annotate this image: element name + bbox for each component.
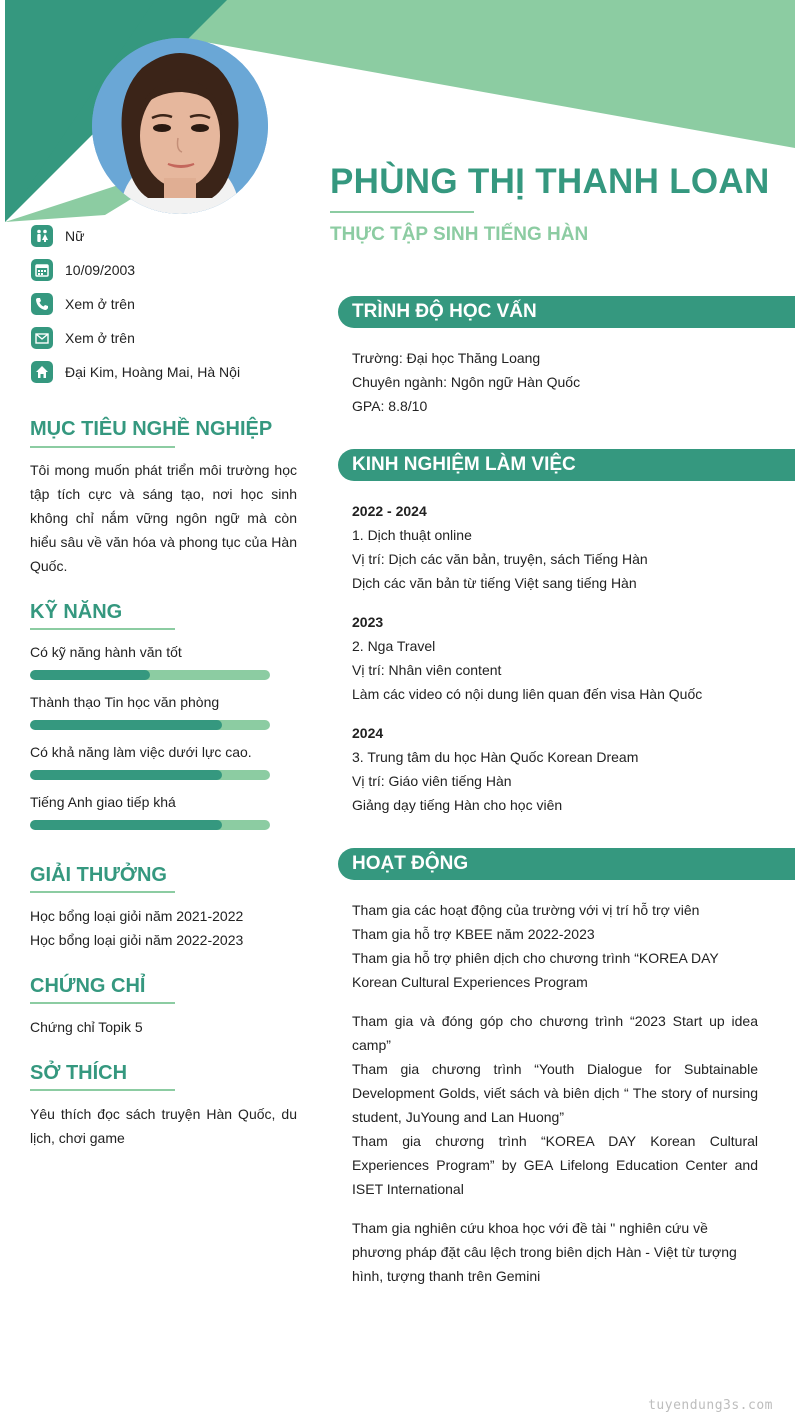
education-major: Chuyên ngành: Ngôn ngữ Hàn Quốc [352, 374, 581, 390]
skill-label: Thành thạo Tin học văn phòng [30, 694, 220, 710]
contact-dob [31, 258, 311, 282]
activity-item: Tham gia nghiên cứu khoa học với đề tài " nghiên cứu về phương pháp đặt câu lệch trong biên dịch Hàn - Việt từ tượng hình, tượng thanh trên Gemini [352, 1220, 737, 1284]
skill-bar [30, 670, 270, 680]
calendar-icon [31, 259, 53, 281]
skill-bar-fill [30, 720, 222, 730]
skills-heading: KỸ NĂNG [30, 601, 123, 623]
watermark: tuyendung3s.com [648, 1398, 773, 1413]
education-heading: TRÌNH ĐỘ HỌC VẤN [338, 296, 795, 328]
skill-label: Có kỹ năng hành văn tốt [30, 644, 182, 660]
phone-value: Xem ở trên [65, 296, 135, 312]
experience-position: Vị trí: Dịch các văn bản, truyện, sách Tiếng Hàn [352, 551, 648, 567]
experience-position: Vị trí: Nhân viên content [352, 662, 502, 678]
experience-list [352, 499, 758, 817]
phone-icon [31, 293, 53, 315]
objective-heading: MỤC TIÊU NGHỀ NGHIỆP [30, 418, 273, 440]
skill-bar-fill [30, 820, 222, 830]
awards-heading: GIẢI THƯỞNG [30, 864, 167, 886]
experience-heading: KINH NGHIỆM LÀM VIỆC [338, 449, 795, 481]
skills-underline [30, 628, 175, 630]
objective-underline [30, 446, 175, 448]
candidate-name: PHÙNG THỊ THANH LOAN [330, 162, 770, 201]
experience-company: 3. Trung tâm du học Hàn Quốc Korean Dream [352, 749, 639, 765]
awards-underline [30, 891, 175, 893]
contact-email [31, 326, 311, 350]
hobbies-underline [30, 1089, 175, 1091]
activity-item: Tham gia chương trình “Youth Dialogue for Subtainable Development Golds, viết sách và biên dịch “ The story of nursing student, JuYoung and Lan Huong” [352, 1061, 758, 1125]
education-school: Trường: Đại học Thăng Loang [352, 350, 541, 366]
experience-desc: Dịch các văn bản từ tiếng Việt sang tiếng Hàn [352, 575, 637, 591]
name-underline [330, 211, 474, 213]
gender-value: Nữ [65, 228, 85, 244]
award-item: Học bổng loại giỏi năm 2022-2023 [30, 932, 244, 948]
candidate-role: THỰC TẬP SINH TIẾNG HÀN [330, 224, 589, 245]
skill-bar [30, 820, 270, 830]
certificate-item: Chứng chỉ Topik 5 [30, 1019, 143, 1035]
gender-icon [31, 225, 53, 247]
contact-gender [31, 224, 311, 248]
experience-desc: Làm các video có nội dung liên quan đến visa Hàn Quốc [352, 686, 703, 702]
activity-item: Tham gia và đóng góp cho chương trình “2023 Start up idea camp” [352, 1013, 758, 1053]
hobbies-text: Yêu thích đọc sách truyện Hàn Quốc, du lịch, chơi game [30, 1106, 297, 1146]
activities-block-3 [352, 1216, 758, 1288]
dob-value: 10/09/2003 [65, 262, 136, 278]
experience-company: 2. Nga Travel [352, 638, 436, 654]
contact-address [31, 360, 311, 384]
experience-desc: Giảng dạy tiếng Hàn cho học viên [352, 797, 563, 813]
objective-text: Tôi mong muốn phát triển môi trường học tập tích cực và sáng tạo, nơi học sinh không chỉ nắm vững ngôn ngữ mà còn hiểu sâu về văn hóa và phong tục của Hàn Quốc. [30, 462, 297, 574]
activity-item: Tham gia hỗ trợ phiên dịch cho chương trình “KOREA DAY Korean Cultural Experiences Program [352, 950, 719, 990]
avatar [92, 38, 268, 214]
activity-item: Tham gia hỗ trợ KBEE năm 2022-2023 [352, 926, 595, 942]
experience-year: 2023 [352, 614, 384, 630]
skill-bar-fill [30, 670, 150, 680]
award-item: Học bổng loại giỏi năm 2021-2022 [30, 908, 244, 924]
skill-bar-fill [30, 770, 222, 780]
experience-position: Vị trí: Giáo viên tiếng Hàn [352, 773, 512, 789]
activity-item: Tham gia chương trình “KOREA DAY Korean Cultural Experiences Program” by GEA Lifelong Education Center and ISET International [352, 1133, 758, 1197]
email-value: Xem ở trên [65, 330, 135, 346]
awards-list [30, 904, 297, 952]
activities-block-2 [352, 1009, 758, 1201]
skill-bar [30, 720, 270, 730]
certificates-underline [30, 1002, 175, 1004]
skill-label: Có khả năng làm việc dưới lực cao. [30, 744, 252, 760]
activities-block-1 [352, 898, 758, 994]
hobbies-heading: SỞ THÍCH [30, 1062, 128, 1084]
education-details [352, 346, 758, 418]
activity-item: Tham gia các hoạt động của trường với vị trí hỗ trợ viên [352, 902, 700, 918]
contact-phone [31, 292, 311, 316]
certificates-heading: CHỨNG CHỈ [30, 975, 146, 997]
address-value: Đại Kim, Hoàng Mai, Hà Nội [65, 364, 241, 380]
skill-label: Tiếng Anh giao tiếp khá [30, 794, 176, 810]
email-icon [31, 327, 53, 349]
experience-year: 2022 - 2024 [352, 503, 427, 519]
skill-bar [30, 770, 270, 780]
experience-year: 2024 [352, 725, 384, 741]
portrait-photo [92, 38, 268, 214]
education-gpa: GPA: 8.8/10 [352, 398, 428, 414]
cv-page [5, 0, 795, 1428]
activities-heading: HOẠT ĐỘNG [338, 848, 795, 880]
experience-company: 1. Dịch thuật online [352, 527, 472, 543]
home-icon [31, 361, 53, 383]
